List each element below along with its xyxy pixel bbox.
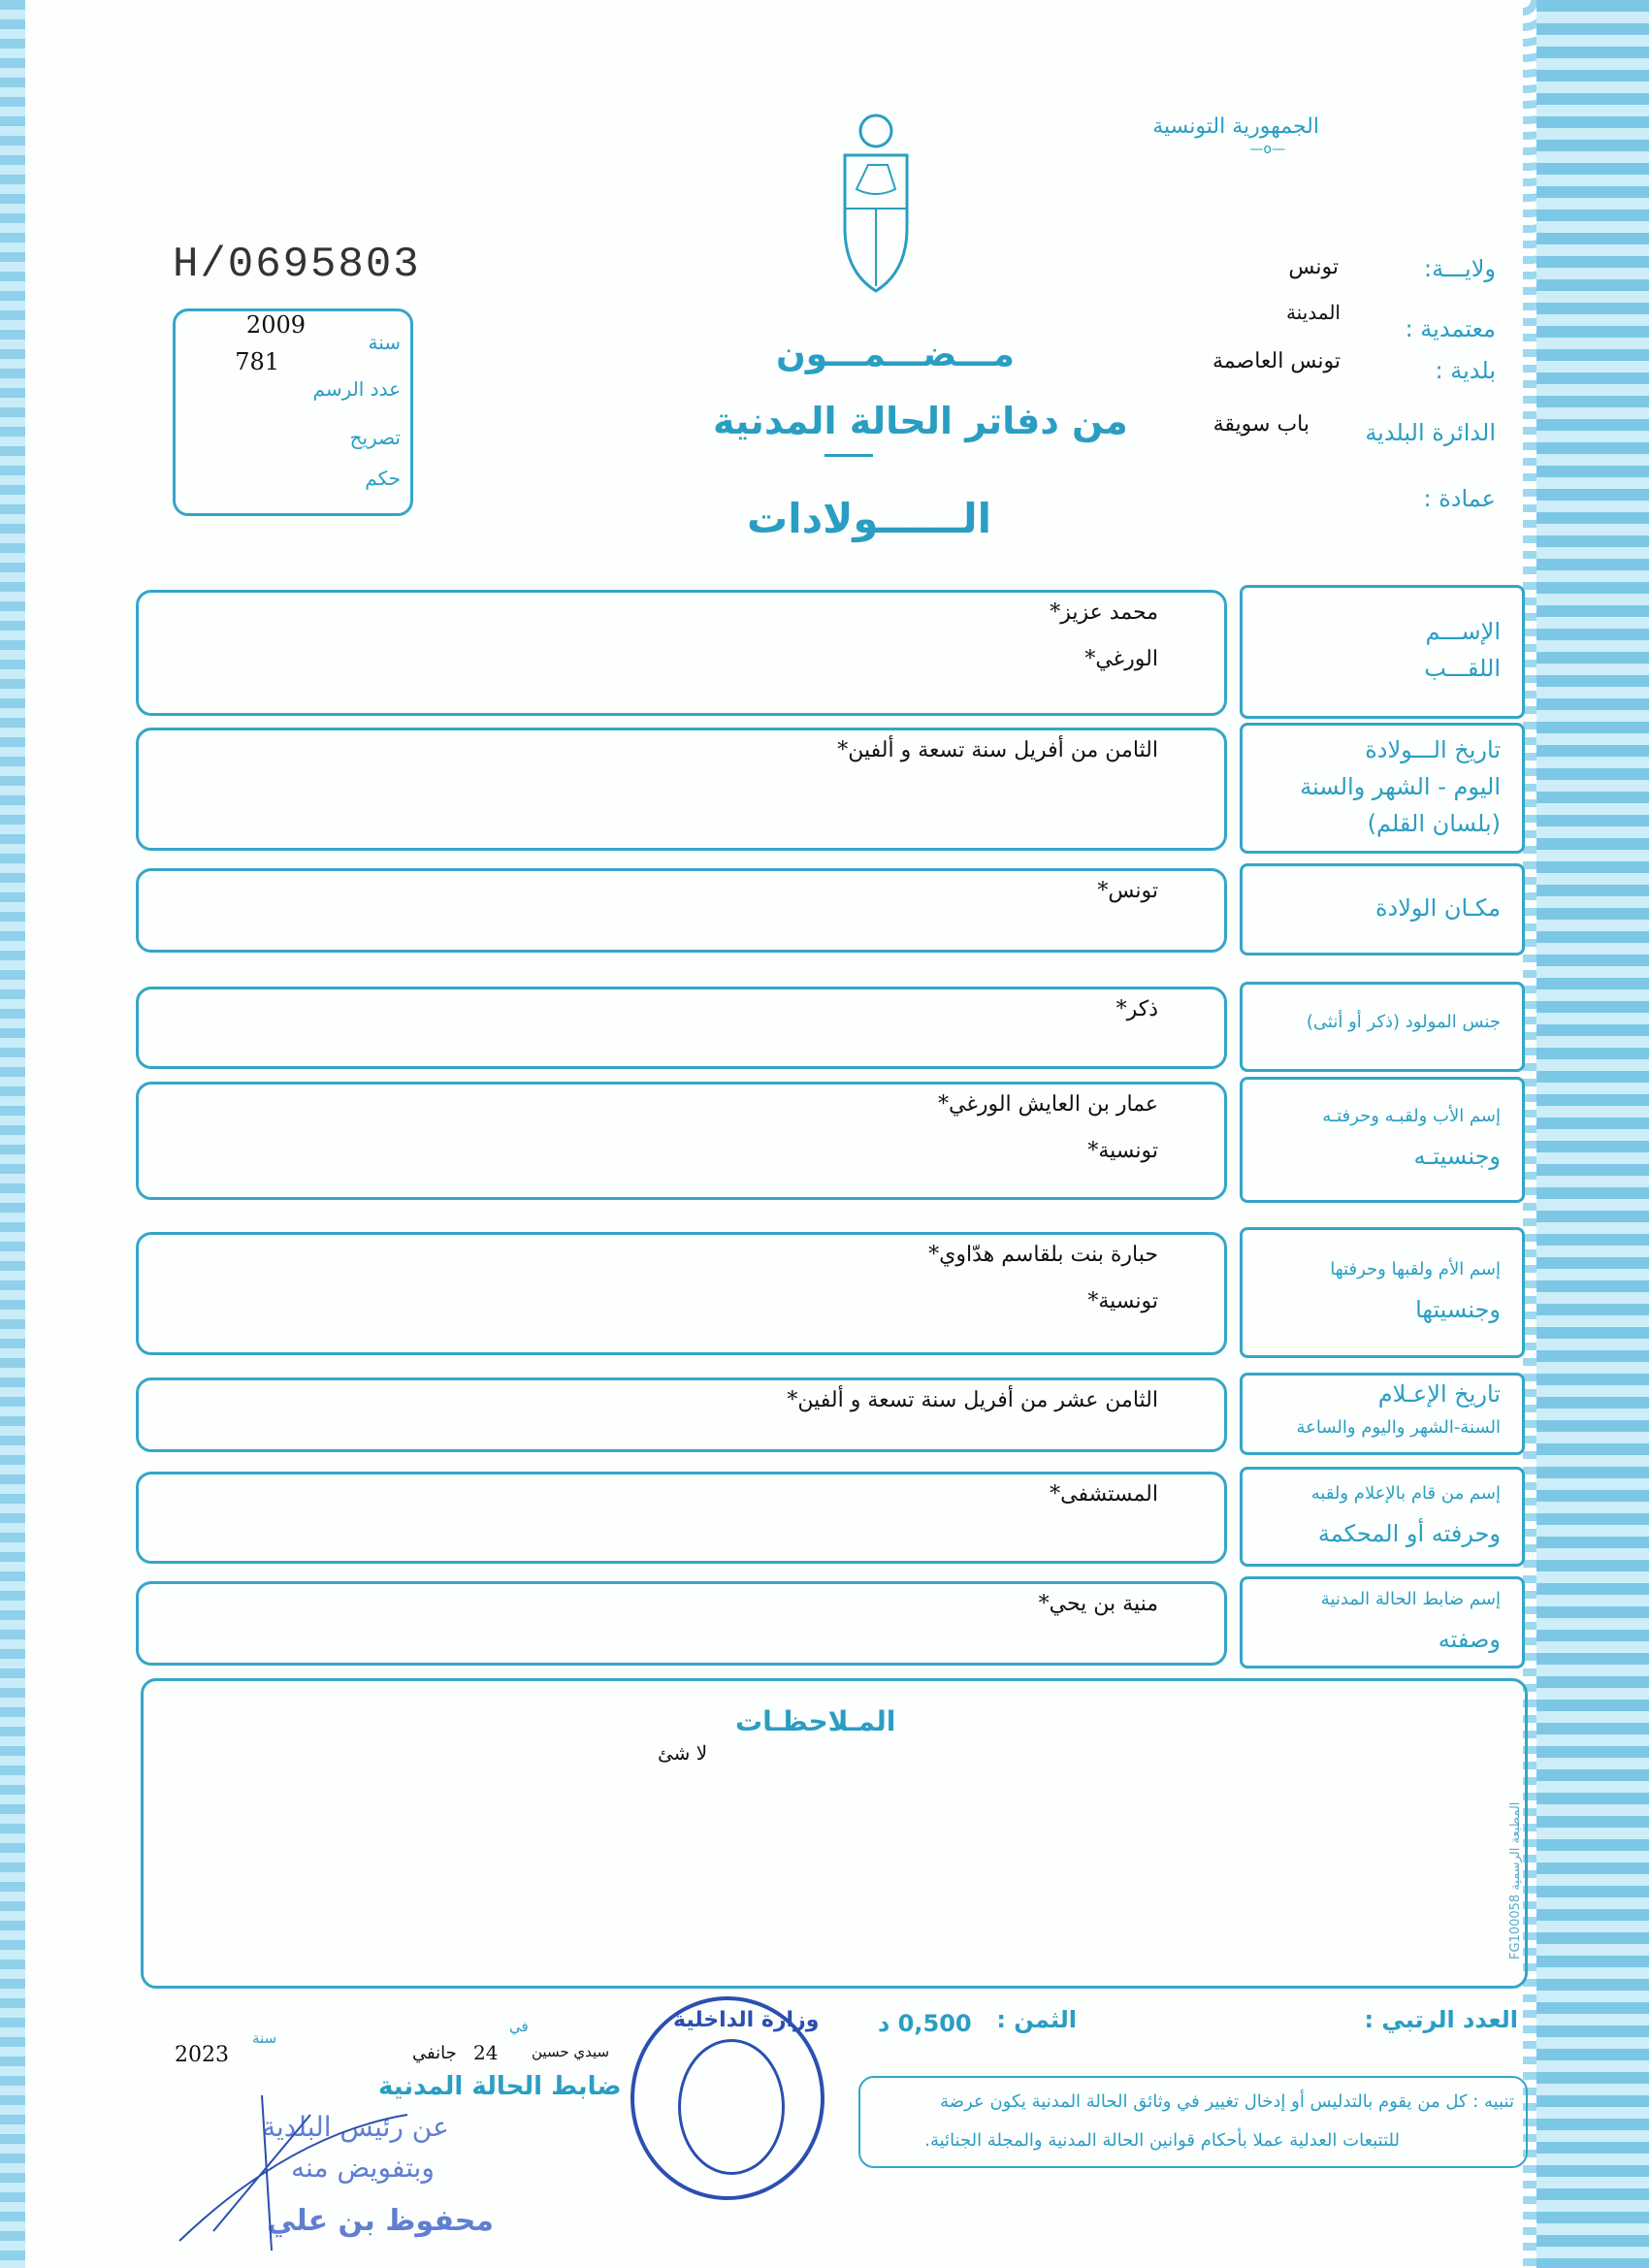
row-label: السنة-الشهر واليوم والساعة: [1296, 1416, 1501, 1438]
row-value: المستشفى*: [1050, 1482, 1158, 1507]
row-value: الثامن من أفريل سنة تسعة و ألفين*: [837, 738, 1158, 762]
footer-year: 2023: [175, 2043, 229, 2067]
row-label: (بلسان القلم): [1367, 809, 1501, 837]
ornament: —o—: [1249, 142, 1285, 157]
row-label-box: [1240, 585, 1525, 719]
row-value-box: [136, 1581, 1227, 1666]
price-label: الثمن :: [996, 2006, 1077, 2033]
security-border-left: [0, 0, 25, 2268]
coat-of-arms-icon: [839, 112, 913, 296]
row-value-box: [136, 1472, 1227, 1564]
row-value-box: [136, 590, 1227, 716]
row-label: جنس المولود (ذكر أو أنثى): [1306, 1011, 1501, 1032]
row-label: الإســـم: [1425, 618, 1501, 645]
row-value-box: [136, 728, 1227, 851]
row-label: وحرفته أو المحكمة: [1317, 1519, 1501, 1547]
row-label: مكـان الولادة: [1374, 893, 1501, 922]
row-label: وجنسيتـه: [1413, 1143, 1501, 1170]
row-value: محمد عزيز*: [1050, 600, 1158, 625]
row-label-box: [1240, 982, 1525, 1072]
row-label: وصفته: [1438, 1625, 1501, 1653]
security-border-right: [1523, 0, 1649, 2268]
republic-heading: الجمهورية التونسية: [1152, 114, 1319, 139]
in-label: في: [509, 2018, 529, 2035]
official-seal: [630, 1996, 824, 2200]
row-value-box: [136, 987, 1227, 1069]
remarks-title: المـلاحظـات: [735, 1705, 896, 1737]
number-label: عدد الرسم: [312, 377, 401, 401]
row-label: تاريخ الإعـلام: [1377, 1379, 1501, 1408]
row-label: تاريخ الـــولادة: [1365, 735, 1501, 763]
judgment-label: حكم: [365, 467, 401, 490]
seal-emblem-icon: [678, 2039, 785, 2175]
row-label: إسم الأب ولقبـه وحرفتـه: [1322, 1106, 1501, 1126]
doc-subtitle: من دفاتر الحالة المدنية: [713, 400, 1128, 442]
row-label-box: [1240, 1576, 1525, 1669]
warning-line-1: تنبيه : كل من يقوم بالتدليس أو إدخال تغيير في وثائق الحالة المدنية يكون عرضة: [940, 2091, 1514, 2112]
row-value: الثامن عشر من أفريل سنة تسعة و ألفين*: [787, 1388, 1158, 1412]
row-value-box: [136, 1232, 1227, 1355]
remarks-box: [141, 1678, 1528, 1989]
row-label: إسم ضابط الحالة المدنية: [1320, 1588, 1501, 1609]
doc-title: مـــضـــمـــون: [776, 335, 1015, 374]
row-label: إسم من قام بالإعلام ولقبه: [1310, 1482, 1501, 1504]
printer-mark: المطبعة الرسمية FG100058: [1508, 1801, 1523, 1960]
number-value: 781: [235, 348, 279, 375]
wilaya-label: ولايـــة:: [1423, 255, 1496, 282]
district-value: باب سويقة: [1212, 412, 1310, 437]
remarks-value: لا شئ: [658, 1741, 708, 1765]
serial-number: H/0695803: [173, 241, 421, 289]
row-value-box: [136, 868, 1227, 953]
price-value: 0,500 د: [878, 2010, 972, 2037]
row-value: حبارة بنت بلقاسم هدّاوي*: [928, 1243, 1158, 1267]
signature: [175, 2057, 417, 2251]
wilaya-value: تونس: [1288, 255, 1339, 279]
row-label-box: [1240, 1227, 1525, 1358]
warning-line-2: للتتبعات العدلية عملا بأحكام قوانين الحالة المدنية والمجلة الجنائية.: [924, 2130, 1400, 2151]
row-value-box: [136, 1377, 1227, 1452]
title-underline: [824, 454, 873, 457]
footer-place: سيدي حسين: [532, 2043, 610, 2060]
district-label: الدائرة البلدية: [1365, 419, 1496, 446]
row-value: تونسية*: [1087, 1139, 1158, 1163]
stamp-line-3: محفوظ بن علي: [267, 2204, 494, 2238]
stamp-line-1: عن رئيس البلدية: [262, 2111, 449, 2143]
record-box: [173, 308, 413, 516]
warning-box: [858, 2076, 1528, 2168]
imada-label: عمادة :: [1423, 485, 1496, 512]
footer-month: جانفي: [412, 2043, 457, 2063]
row-label: اللقـــب: [1424, 655, 1501, 682]
row-label: إسم الأم ولقبها وحرفتها: [1330, 1258, 1501, 1280]
row-value: تونس*: [1097, 879, 1158, 903]
row-value: عمار بن العايش الورغي*: [938, 1092, 1158, 1117]
serial-label: العدد الرتبي :: [1364, 2006, 1518, 2033]
footer-day: 24: [473, 2041, 499, 2064]
delegation-label: معتمدية :: [1405, 315, 1496, 342]
row-label: وجنسيتها: [1415, 1295, 1501, 1323]
declaration-label: تصريح: [349, 426, 401, 449]
row-label-box: [1240, 723, 1525, 854]
year-label: سنة: [368, 331, 401, 354]
row-label-box: [1240, 1373, 1525, 1455]
row-label: اليوم - الشهر والسنة: [1300, 772, 1501, 800]
row-value: تونسية*: [1087, 1289, 1158, 1313]
municipality-value: تونس العاصمة: [1212, 349, 1341, 373]
row-label-box: [1240, 1467, 1525, 1567]
row-label-box: [1240, 1077, 1525, 1203]
row-value: الورغي*: [1084, 647, 1158, 671]
row-value: منية بن يحي*: [1038, 1592, 1158, 1616]
seal-text: وزارة الداخلية: [673, 2008, 820, 2032]
year-label-footer: سنة: [252, 2029, 277, 2047]
officer-title: ضابط الحالة المدنية: [378, 2072, 622, 2101]
row-label-box: [1240, 863, 1525, 956]
delegation-value: المدينة: [1285, 301, 1341, 324]
row-value-box: [136, 1082, 1227, 1200]
row-value: ذكر*: [1116, 997, 1158, 1021]
births-title: الــــــولادات: [747, 495, 992, 542]
stamp-line-2: وبتفويض منه: [291, 2152, 435, 2184]
year-value: 2009: [245, 311, 306, 339]
municipality-label: بلدية :: [1435, 357, 1496, 384]
